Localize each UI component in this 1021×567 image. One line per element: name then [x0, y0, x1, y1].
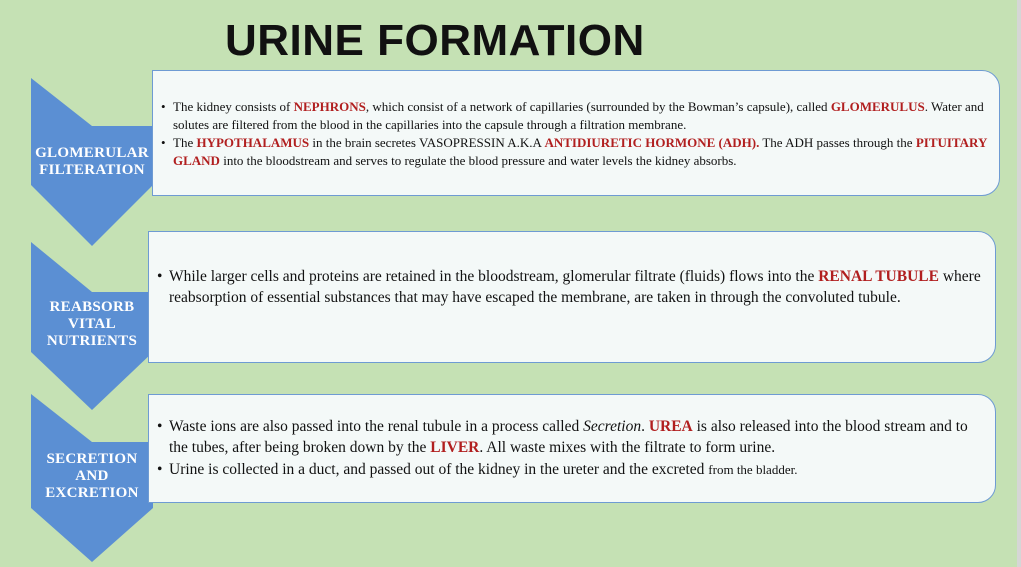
step-secretion-excretion-box [148, 394, 996, 503]
step-label-line: FILTERATION [39, 162, 145, 178]
step-secretion-excretion-chevron [31, 394, 153, 562]
step-label-line: NUTRIENTS [46, 333, 138, 349]
bullet-item: • Urine is collected in a duct, and passed out of the kidney in the ureter and the excreted from the bladder. [157, 460, 985, 481]
step-label-line: AND [75, 468, 109, 484]
step-label [31, 451, 153, 502]
bullet-item: • While larger cells and proteins are retained in the bloodstream, glomerular filtrate (fluids) flows into the RENAL TUBULE where reabsorption of essential substances that may have escaped the membrane, are taken in through the convoluted tubule. [157, 267, 985, 308]
step-label-line: SECRETION [46, 451, 138, 467]
bullet-item: • The kidney consists of NEPHRONS, which consist of a network of capillaries (surrounded by the Bowman’s capsule), called GLOMERULUS. Water and solutes are filtered from the blood in the capillaries into the capsule through a filtration membrane. [161, 98, 991, 133]
step-label [31, 145, 153, 179]
step-label-line: REABSORB [49, 299, 135, 315]
bullet-list [157, 417, 985, 483]
step-reabsorb-nutrients-box [148, 231, 996, 363]
bullet-item: • The HYPOTHALAMUS in the brain secretes VASOPRESSIN A.K.A ANTIDIURETIC HORMONE (ADH). The ADH passes through the PITUITARY GLAND into the bloodstream and serves to regulate the blood pressure and water levels the kidney absorbs. [161, 134, 991, 169]
step-label [31, 299, 153, 350]
bullet-list [157, 267, 985, 308]
step-reabsorb-nutrients-chevron [31, 242, 153, 410]
step-glomerular-filtration-chevron [31, 78, 153, 246]
page-title: URINE FORMATION [225, 16, 645, 65]
bullet-item: • Waste ions are also passed into the renal tubule in a process called Secretion. UREA is also released into the blood stream and to the tubes, after being broken down by the LIVER. All waste mixes with the filtrate to form urine. [157, 417, 985, 458]
step-label-line: EXCRETION [45, 485, 139, 501]
step-glomerular-filtration-box [152, 70, 1000, 196]
step-label-line: VITAL [68, 316, 116, 332]
window-edge [1017, 0, 1021, 567]
step-label-line: GLOMERULAR [35, 145, 149, 161]
bullet-list [161, 98, 991, 170]
